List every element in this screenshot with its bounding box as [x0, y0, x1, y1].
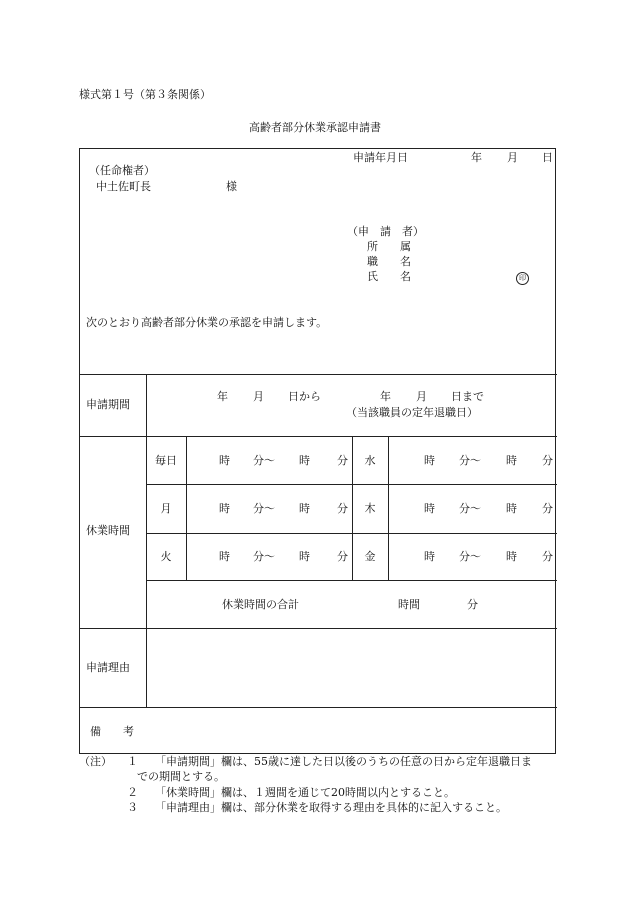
day-label: 木: [364, 502, 376, 515]
hour-unit: 時: [424, 550, 435, 563]
total-hours-unit: 時間: [398, 598, 420, 611]
minute-from-unit: 分～: [459, 454, 481, 467]
minute-unit: 分: [337, 550, 348, 563]
period-from-year: 年: [217, 390, 228, 403]
hour-unit: 時: [506, 550, 517, 563]
minute-from-unit: 分～: [459, 550, 481, 563]
divider: [186, 436, 187, 580]
period-label: 申請期間: [86, 398, 130, 411]
date-label: 申請年月日: [353, 151, 408, 164]
divider: [146, 374, 147, 707]
hour-unit: 時: [219, 502, 230, 515]
position-label: 職 名: [367, 255, 411, 268]
note-number: ３: [127, 801, 138, 814]
minute-unit: 分: [337, 502, 348, 515]
minute-from-unit: 分～: [253, 454, 275, 467]
application-statement: 次のとおり高齢者部分休業の承認を申請します。: [86, 316, 328, 329]
divider: [80, 707, 557, 708]
leave-label: 休業時間: [86, 524, 130, 537]
name-label: 氏 名: [367, 270, 411, 283]
divider: [80, 374, 557, 375]
addressee: 中土佐町長: [96, 180, 151, 193]
minute-unit: 分: [542, 454, 553, 467]
application-form: [79, 148, 556, 754]
page-title: 高齢者部分休業承認申請書: [249, 121, 381, 134]
note-text: 「申請理由」欄は、部分休業を取得する理由を具体的に記入すること。: [155, 801, 507, 814]
divider: [388, 436, 389, 580]
hour-unit: 時: [299, 502, 310, 515]
notes-prefix: （注）: [79, 755, 112, 768]
date-year: 年: [471, 151, 482, 164]
day-label: 毎日: [155, 454, 177, 467]
authority-label: （任命権者）: [89, 164, 155, 177]
note-number: １: [127, 755, 138, 768]
note-number: ２: [127, 786, 138, 799]
day-label: 火: [160, 550, 172, 563]
total-minutes-unit: 分: [467, 598, 478, 611]
seal-icon: 印: [516, 272, 529, 285]
hour-unit: 時: [506, 502, 517, 515]
minute-unit: 分: [337, 454, 348, 467]
hour-unit: 時: [219, 454, 230, 467]
date-month: 月: [507, 151, 518, 164]
divider: [146, 580, 557, 581]
seal-mark: [516, 270, 529, 285]
minute-unit: 分: [542, 550, 553, 563]
honorific: 様: [226, 180, 237, 193]
day-label: 月: [160, 502, 172, 515]
minute-from-unit: 分～: [253, 502, 275, 515]
date-day: 日: [542, 151, 553, 164]
period-to-month: 月: [416, 390, 427, 403]
period-to-year: 年: [380, 390, 391, 403]
note-text: 「申請期間」欄は、55歳に達した日以後のうちの任意の日から定年退職日ま: [155, 755, 532, 768]
minute-from-unit: 分～: [253, 550, 275, 563]
hour-unit: 時: [506, 454, 517, 467]
period-note: （当該職員の定年退職日）: [346, 406, 478, 419]
applicant-label: （申 請 者）: [347, 225, 424, 238]
affiliation-label: 所 属: [367, 240, 411, 253]
divider: [80, 628, 557, 629]
form-number: 様式第１号（第３条関係）: [79, 88, 211, 101]
reason-label: 申請理由: [86, 661, 130, 674]
hour-unit: 時: [299, 454, 310, 467]
remarks-label: 備 考: [90, 725, 134, 738]
period-from-day: 日から: [288, 390, 321, 403]
hour-unit: 時: [219, 550, 230, 563]
period-to-day: 日まで: [451, 390, 484, 403]
minute-unit: 分: [542, 502, 553, 515]
hour-unit: 時: [424, 454, 435, 467]
divider: [80, 436, 557, 437]
day-label: 金: [364, 550, 376, 563]
hour-unit: 時: [424, 502, 435, 515]
note-text-continued: での期間とする。: [137, 770, 225, 783]
period-from-month: 月: [253, 390, 264, 403]
total-label: 休業時間の合計: [222, 598, 299, 611]
hour-unit: 時: [299, 550, 310, 563]
note-text: 「休業時間」欄は、１週間を通じて20時間以内とすること。: [155, 786, 455, 799]
minute-from-unit: 分～: [459, 502, 481, 515]
day-label: 水: [364, 454, 376, 467]
